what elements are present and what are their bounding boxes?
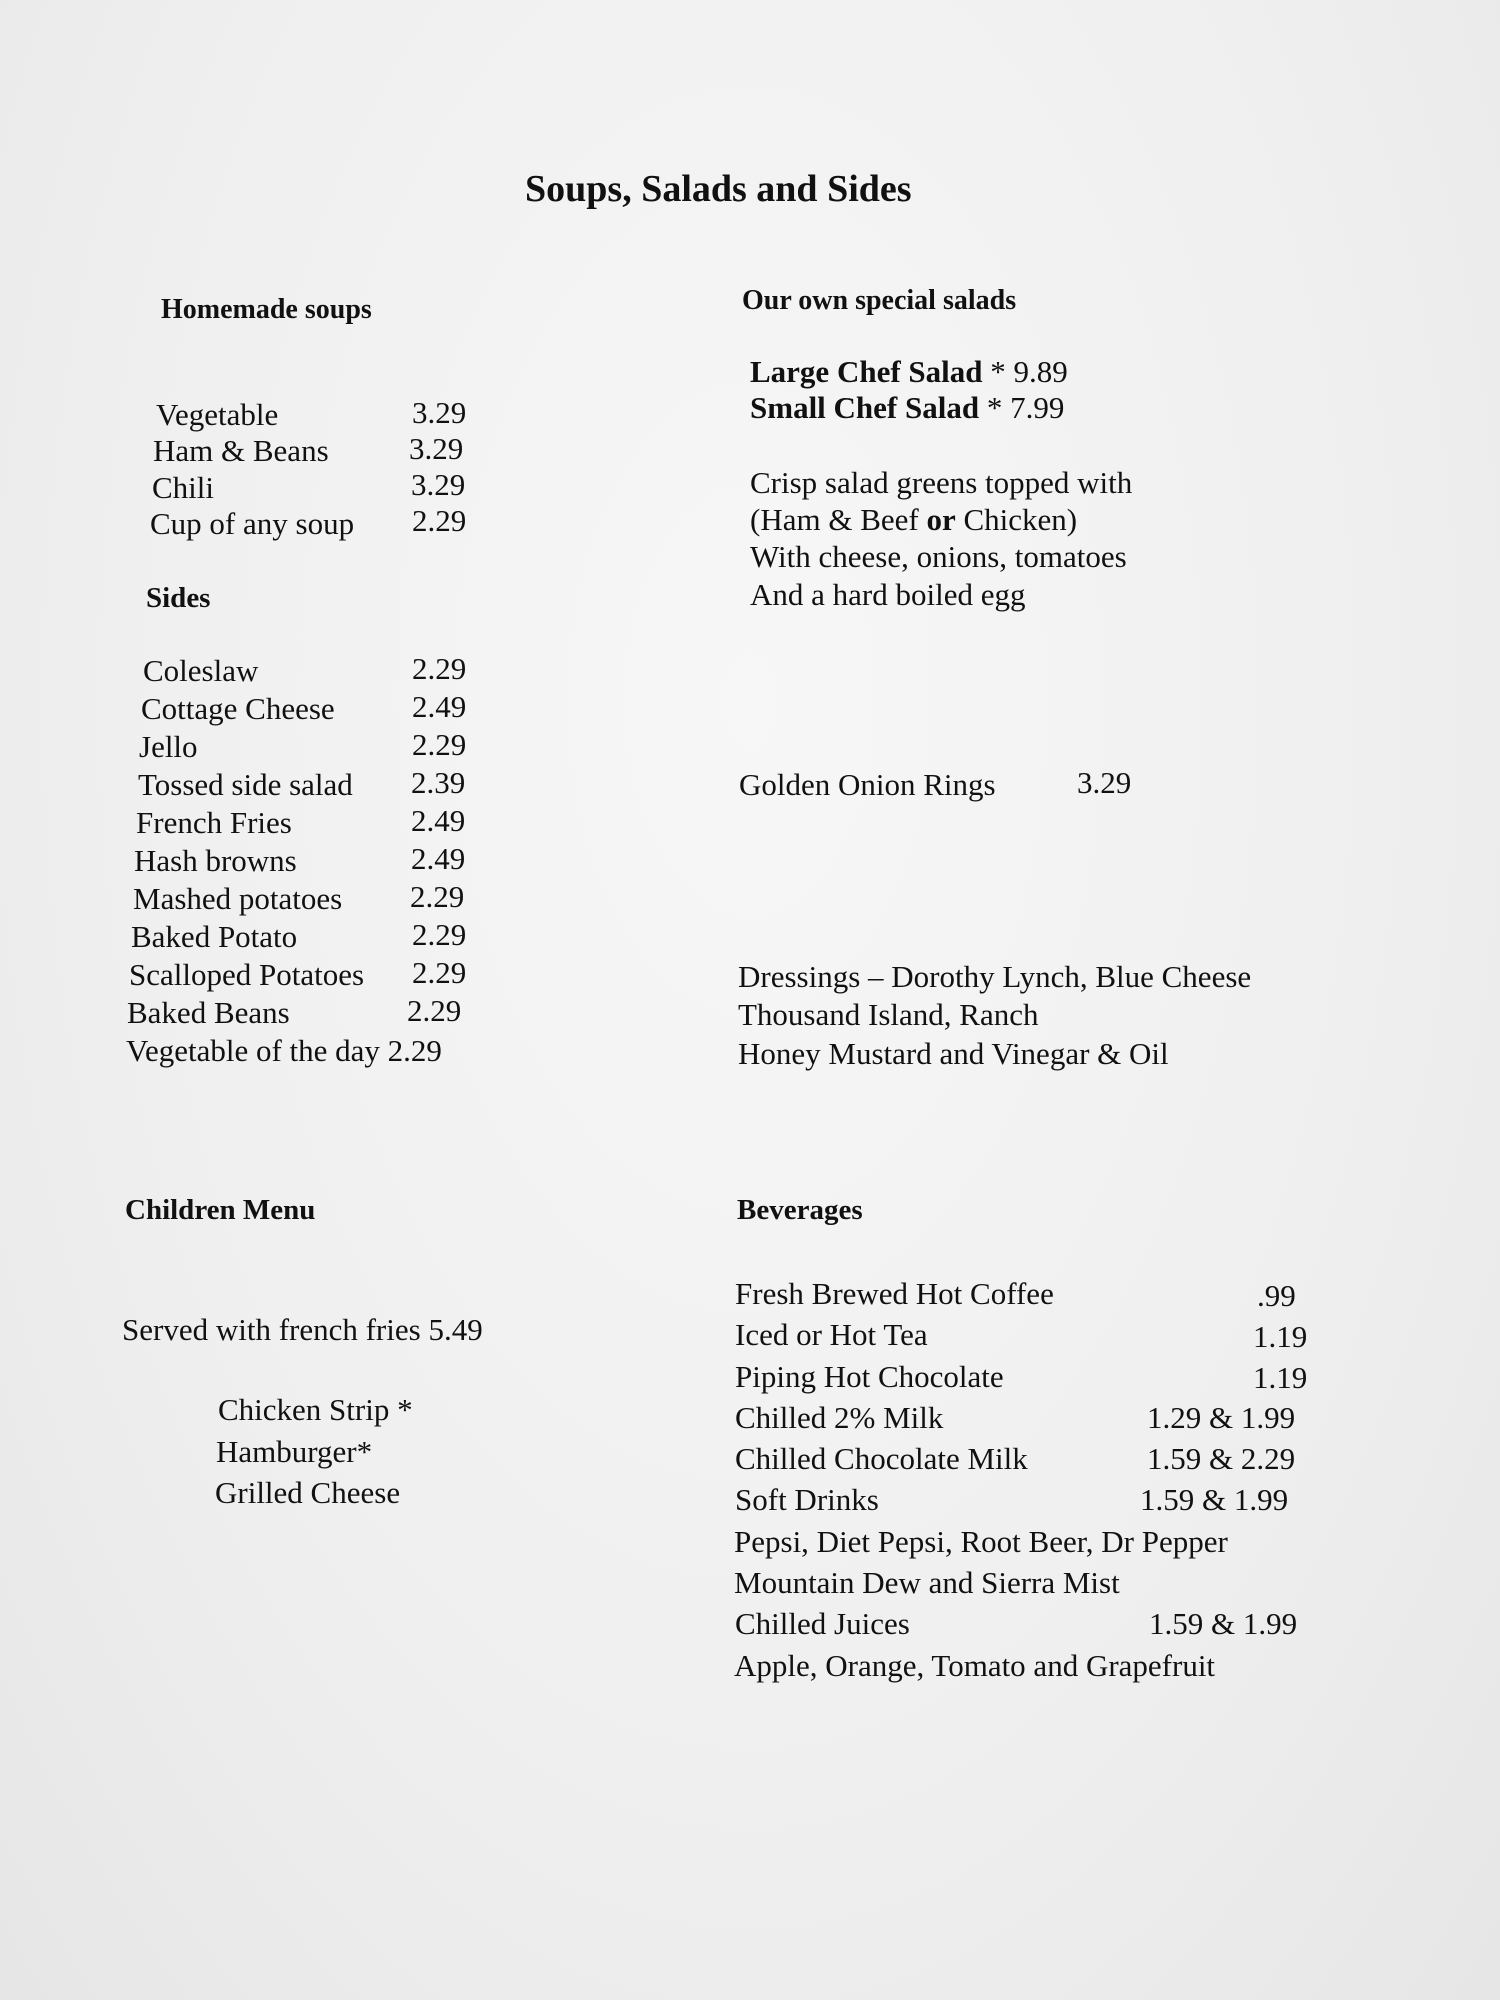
side-item-price: 2.49	[411, 803, 466, 838]
side-item-price: 2.29	[407, 993, 462, 1028]
side-item-name: Hash browns	[134, 843, 297, 878]
side-item-name: Jello	[139, 729, 198, 764]
soup-item-price: 2.29	[412, 503, 467, 538]
small-chef-salad-price: * 7.99	[986, 390, 1065, 425]
beverage-name: Chilled Chocolate Milk	[735, 1441, 1028, 1476]
soup-item-price: 3.29	[412, 395, 467, 430]
onion-rings-name: Golden Onion Rings	[739, 767, 996, 802]
side-item-price: 2.29	[412, 727, 467, 762]
dressings-line: Honey Mustard and Vinegar & Oil	[738, 1036, 1169, 1071]
soft-drink-list: Mountain Dew and Sierra Mist	[734, 1565, 1120, 1600]
children-heading: Children Menu	[125, 1194, 316, 1226]
side-item-price: 2.29	[412, 651, 467, 686]
sides-heading: Sides	[146, 582, 211, 614]
beverage-name: Piping Hot Chocolate	[735, 1359, 1004, 1394]
soup-item-name: Vegetable	[156, 397, 279, 432]
side-item-name: Cottage Cheese	[141, 691, 335, 726]
side-item-name: French Fries	[136, 805, 292, 840]
beverage-name: Chilled Juices	[735, 1606, 910, 1641]
children-item: Chicken Strip *	[218, 1392, 413, 1427]
side-item-price: 2.29	[412, 917, 467, 952]
soup-item-price: 3.29	[409, 431, 464, 466]
beverage-price: 1.29 & 1.99	[1147, 1400, 1296, 1435]
beverage-name: Chilled 2% Milk	[735, 1400, 944, 1435]
salads-heading: Our own special salads	[742, 285, 1017, 316]
soup-item-name: Ham & Beans	[153, 433, 329, 468]
salad-desc-or: or	[926, 502, 956, 537]
salad-desc-part: (Ham & Beef	[750, 502, 927, 537]
children-item: Hamburger*	[216, 1434, 373, 1469]
children-served: Served with french fries 5.49	[122, 1312, 483, 1347]
side-item-name: Tossed side salad	[138, 767, 353, 802]
beverage-price: 1.59 & 1.99	[1149, 1606, 1298, 1641]
side-item-name: Scalloped Potatoes	[129, 957, 365, 992]
large-chef-salad-name: Large Chef Salad	[750, 354, 983, 389]
side-item-name: Coleslaw	[143, 653, 259, 688]
beverage-price: 1.19	[1253, 1360, 1308, 1395]
side-item-name: Mashed potatoes	[133, 881, 343, 916]
beverage-name: Iced or Hot Tea	[735, 1317, 928, 1352]
side-item-last: Vegetable of the day 2.29	[126, 1033, 442, 1068]
soup-item-price: 3.29	[411, 467, 466, 502]
side-item-price: 2.49	[412, 689, 467, 724]
soup-item-name: Cup of any soup	[150, 506, 355, 541]
onion-rings-price: 3.29	[1077, 765, 1132, 800]
children-item: Grilled Cheese	[215, 1475, 401, 1510]
large-chef-salad-price: * 9.89	[990, 354, 1068, 389]
dressings-line: Thousand Island, Ranch	[738, 997, 1039, 1032]
juice-list: Apple, Orange, Tomato and Grapefruit	[734, 1648, 1216, 1683]
side-item-price: 2.39	[411, 765, 466, 800]
beverage-price: .99	[1257, 1278, 1296, 1313]
soup-item-name: Chili	[152, 470, 215, 505]
side-item-price: 2.49	[411, 841, 466, 876]
side-item-name: Baked Beans	[127, 995, 290, 1030]
side-item-price: 2.29	[412, 955, 467, 990]
soups-heading: Homemade soups	[161, 294, 372, 325]
beverage-price: 1.19	[1253, 1319, 1308, 1354]
side-item-name: Baked Potato	[131, 919, 298, 954]
soft-drink-list: Pepsi, Diet Pepsi, Root Beer, Dr Pepper	[734, 1524, 1228, 1559]
beverage-name: Fresh Brewed Hot Coffee	[735, 1276, 1054, 1311]
large-chef-salad	[750, 356, 1068, 387]
side-item-price: 2.29	[410, 879, 465, 914]
salad-description: And a hard boiled egg	[750, 577, 1026, 612]
beverage-name: Soft Drinks	[735, 1482, 879, 1517]
salad-description	[750, 504, 1077, 535]
beverage-price: 1.59 & 1.99	[1140, 1482, 1289, 1517]
small-chef-salad-name: Small Chef Salad	[750, 390, 980, 425]
beverage-price: 1.59 & 2.29	[1147, 1441, 1296, 1476]
dressings-line: Dressings – Dorothy Lynch, Blue Cheese	[738, 959, 1252, 994]
page-title: Soups, Salads and Sides	[525, 168, 912, 210]
salad-description: With cheese, onions, tomatoes	[750, 539, 1127, 574]
beverages-heading: Beverages	[737, 1194, 863, 1226]
salad-description: Crisp salad greens topped with	[750, 465, 1133, 500]
small-chef-salad	[750, 392, 1064, 423]
salad-desc-part: Chicken)	[955, 502, 1078, 537]
